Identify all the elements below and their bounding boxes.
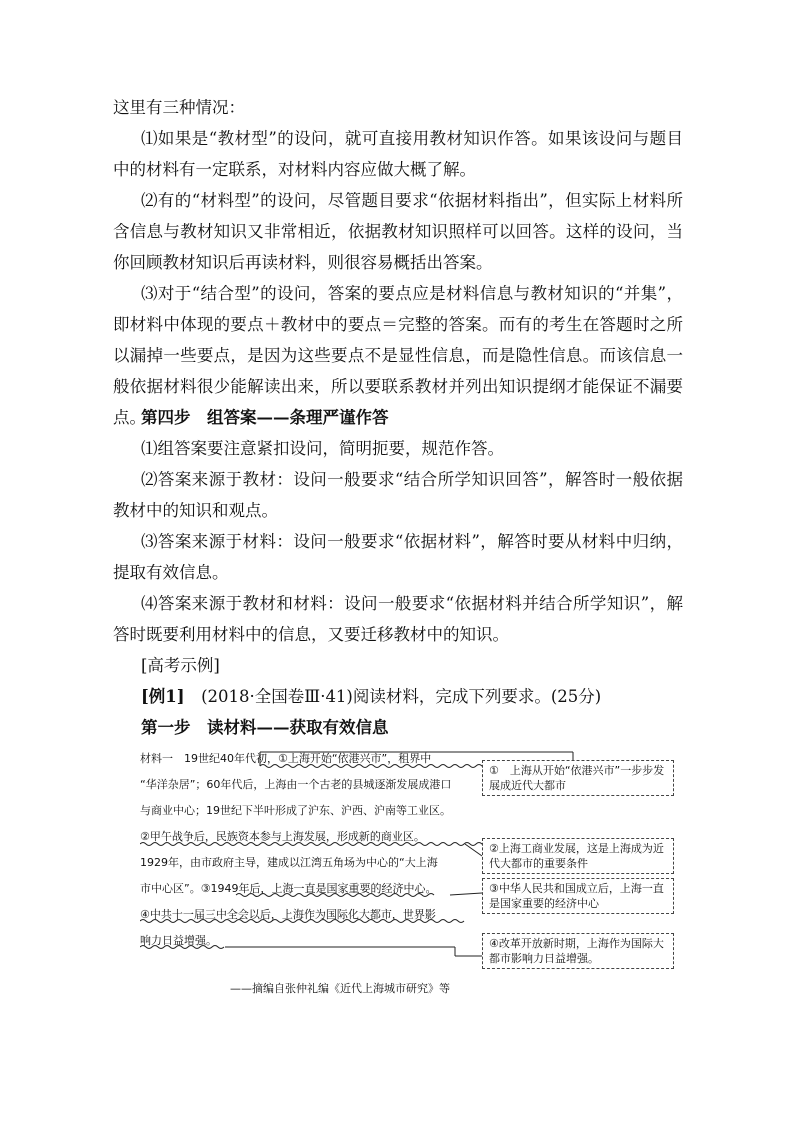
step-1-heading: 第一步 读材料——获取有效信息 [141, 718, 389, 737]
material-line-7: ④中共十一届三中全会以后，上海作为国际化大都市，世界影 [140, 908, 436, 921]
note-box-3: ③中华人民共和国成立后，上海一直是国家重要的经济中心 [482, 878, 674, 914]
example-text: (2018·全国卷Ⅲ·41)阅读材料，完成下列要求。(25分) [184, 687, 602, 706]
material-line-6: 市中心区”。③1949年后，上海一直是国家重要的经济中心。 [140, 882, 437, 895]
answer-rule-1: ⑴组答案要注意紧扣设问，简明扼要，规范作答。 [141, 439, 504, 458]
case-3-paragraph: ⑶对于“结合型”的设问，答案的要点应是材料信息与教材知识的“并集”，即材料中体现的要点＋教材中的要点＝完整的答案。而有的考生在答题时之所以漏掉一些要点，是因为这些要点不是显性信息，而是隐性信息。而该信息一般依据材料很少能解读出来，所以要联系教材并列出知识提纲才能保证不漏要点。 [113, 284, 683, 427]
case-2-paragraph: ⑵有的“材料型”的设问，尽管题目要求“依据材料指出”，但实际上材料所含信息与教材知识又非常相近，依据教材知识照样可以回答。这样的设问，当你回顾教材知识后再读材料，则很容易概括出答案。 [113, 191, 683, 272]
note-box-4: ④改革开放新时期，上海作为国际大都市影响力日益增强。 [482, 933, 674, 969]
material-line-5: 1929年，由市政府主导，建成以江湾五角场为中心的“大上海 [140, 856, 438, 869]
example-label: [例1] [141, 687, 185, 706]
intro-text: 这里有三种情况： [113, 98, 245, 117]
material-line-3: 与商业中心；19世纪下半叶形成了沪东、沪西、沪南等工业区。 [140, 804, 451, 817]
example-header: [高考示例] [141, 656, 220, 675]
material-line-1: 材料一 19世纪40年代初，①上海开始“依港兴市”，租界中 [140, 752, 432, 765]
material-figure [140, 748, 680, 1003]
note-box-2: ②上海工商业发展，这是上海成为近代大都市的重要条件 [482, 838, 674, 874]
material-source: ——摘编自张仲礼编《近代上海城市研究》等 [230, 982, 450, 995]
answer-rule-2: ⑵答案来源于教材：设问一般要求“结合所学知识回答”，解答时一般依据教材中的知识和观点。 [113, 470, 683, 520]
material-line-8: 响力日益增强。 [140, 934, 217, 947]
example-question [113, 681, 683, 712]
material-line-4: ②甲午战争后，民族资本参与上海发展，形成新的商业区。 [140, 830, 425, 843]
step-4-heading: 第四步 组答案——条理严谨作答 [141, 408, 389, 427]
material-line-2: “华洋杂居”；60年代后，上海由一个古老的县城逐渐发展成港口 [140, 778, 452, 791]
answer-rule-3: ⑶答案来源于材料：设问一般要求“依据材料”，解答时要从材料中归纳，提取有效信息。 [113, 532, 683, 582]
note-box-1: ① 上海从开始“依港兴市”一步步发展成近代大都市 [482, 760, 674, 796]
case-1-paragraph: ⑴如果是“教材型”的设问，就可直接用教材知识作答。如果该设问与题目中的材料有一定联系，对材料内容应做大概了解。 [113, 129, 683, 179]
answer-rule-4: ⑷答案来源于教材和材料：设问一般要求“依据材料并结合所学知识”，解答时既要利用材料中的信息，又要迁移教材中的知识。 [113, 594, 683, 644]
